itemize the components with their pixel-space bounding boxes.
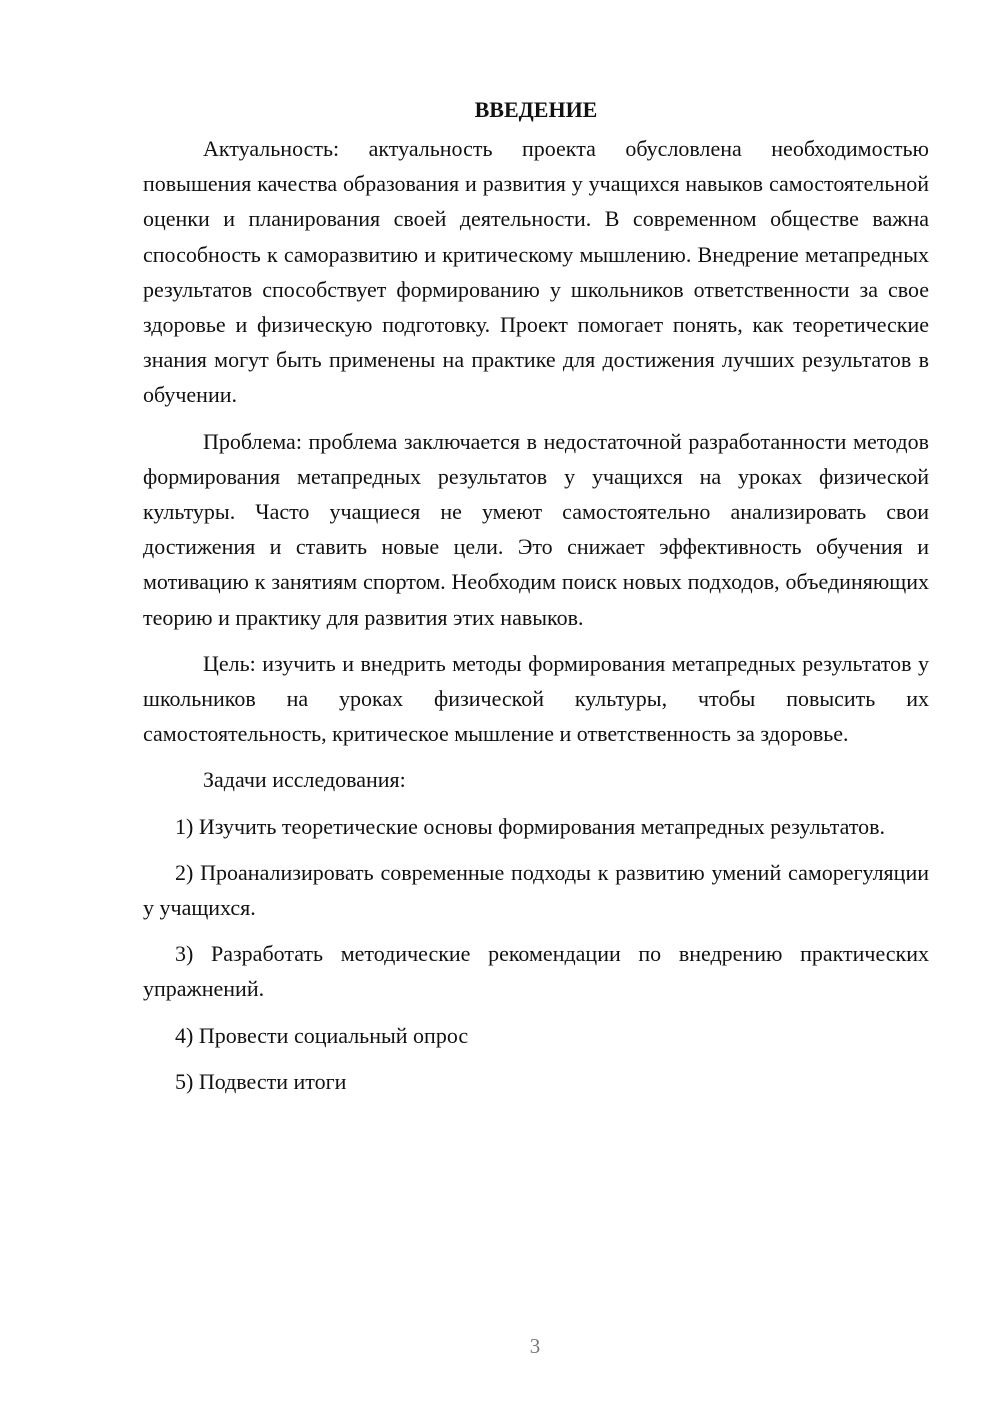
task-item-1: 1) Изучить теоретические основы формирования метапредных результатов.	[175, 813, 886, 839]
task-item-5: 5) Подвести итоги	[175, 1068, 347, 1094]
task-item-2: 2) Проанализировать современные подходы к развитию умений саморегуляции у учащихся.	[143, 859, 929, 921]
section-title: ВВЕДЕНИЕ	[474, 97, 598, 122]
paragraph-goal: Цель: изучить и внедрить методы формирования метапредных результатов у школьников на уроках физической культуры, чтобы повысить их самостоятельность, критическое мышление и ответственность за здоровье.	[143, 650, 929, 747]
document-page	[143, 92, 929, 1110]
task-item-3: 3) Разработать методические рекомендации по внедрению практических упражнений.	[143, 941, 929, 1002]
page-number: 3	[529, 1334, 541, 1358]
task-item-4: 4) Провести социальный опрос	[175, 1022, 469, 1048]
paragraph-problem: Проблема: проблема заключается в недостаточной разработанности методов формирования метапредных результатов у учащихся на уроках физической культуры. Часто учащиеся не умеют самостоятельно анализировать свои достижения и ставить новые цели. Это снижает эффективность обучения и мотивацию к занятиям спортом. Необходим поиск новых подходов, объединяющих теорию и практику для развития этих навыков.	[143, 428, 929, 630]
paragraph-relevance: Актуальность: актуальность проекта обусловлена необходимостью повышения качества образования и развития у учащихся навыков самостоятельной оценки и планирования своей деятельности. В современном обществе важна способность к саморазвитию и критическому мышлению. Внедрение метапредных результатов способствует формированию у школьников ответственности за свое здоровье и физическую подготовку. Проект помогает понять, как теоретические знания могут быть применены на практике для достижения лучших результатов в обучении.	[143, 136, 929, 408]
tasks-heading: Задачи исследования:	[203, 767, 406, 793]
